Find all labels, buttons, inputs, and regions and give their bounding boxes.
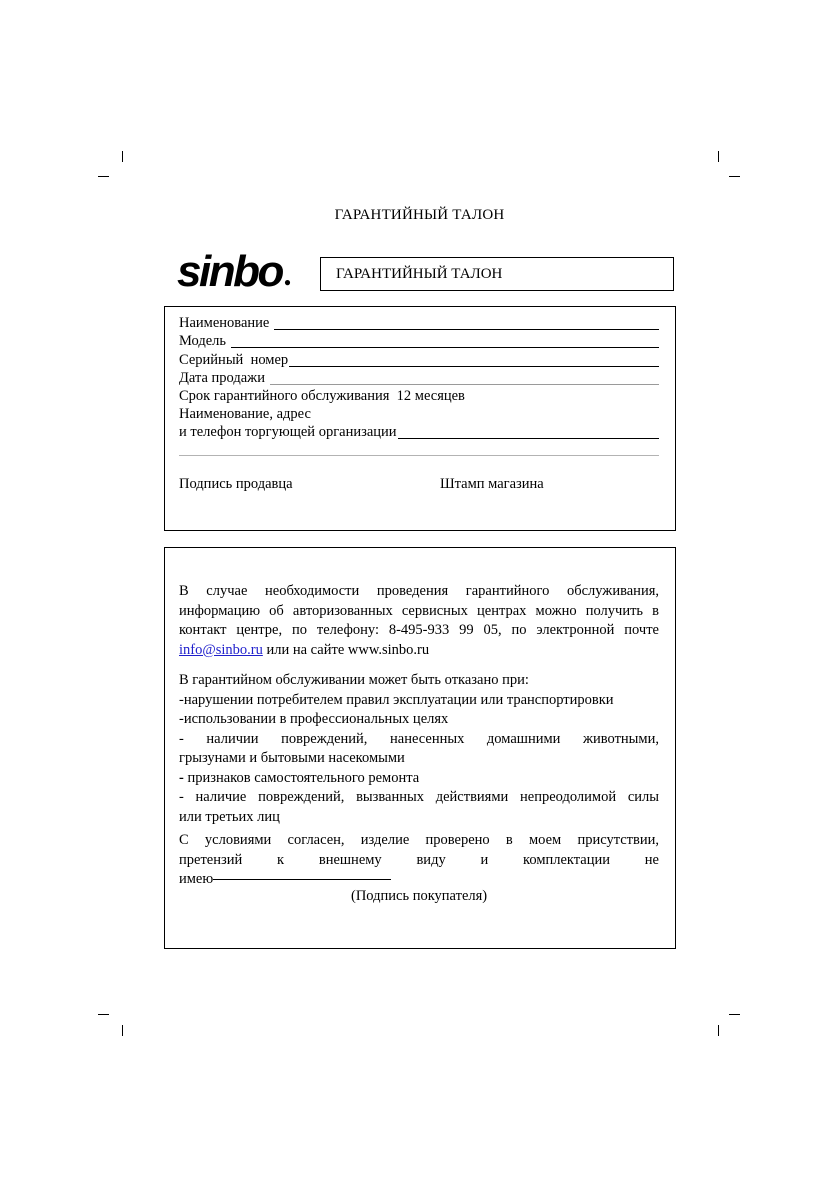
field-name-label: Наименование <box>179 315 273 331</box>
agreement-line: претензий к внешнему виду и комплектации не <box>179 851 659 868</box>
refusal-dash: - <box>179 769 184 786</box>
field-org-phone <box>179 423 659 442</box>
sinbo-logo <box>177 247 292 296</box>
service-info-box <box>164 547 676 949</box>
logo-text: sinbo <box>177 247 282 296</box>
refusal-list <box>179 671 659 827</box>
agreement-text: имею <box>179 871 214 887</box>
info-line: В случае необходимости проведения гарантийного обслуживания, <box>179 583 659 599</box>
seller-signature-label: Подпись продавца <box>179 476 293 492</box>
crop-mark <box>122 151 123 162</box>
field-warranty-period <box>179 387 659 406</box>
field-serial-label: Серийный номер <box>179 352 289 368</box>
field-model-label: Модель <box>179 333 230 349</box>
page-title: ГАРАНТИЙНЫЙ ТАЛОН <box>334 207 505 223</box>
field-sale-date-label: Дата продажи <box>179 370 269 386</box>
info-line: информацию об авторизованных сервисных центрах можно получить в <box>179 602 659 619</box>
buyer-signature-line[interactable] <box>213 879 391 880</box>
divider <box>179 455 659 456</box>
email-link[interactable]: info@sinbo.ru <box>179 641 263 658</box>
field-serial-line[interactable] <box>289 366 659 367</box>
crop-mark <box>718 151 719 162</box>
field-sale-date-line[interactable] <box>270 384 659 385</box>
crop-mark <box>98 176 109 177</box>
shop-stamp-label: Штамп магазина <box>440 476 544 492</box>
agreement-line: С условиями согласен, изделие проверено в моем присутствии, <box>179 832 659 848</box>
warranty-form-box <box>164 306 676 531</box>
service-info-paragraph <box>179 582 659 660</box>
field-org-phone-label: и телефон торгующей организации <box>179 424 397 440</box>
crop-mark <box>718 1025 719 1036</box>
refusal-item-cont: или третьих лиц <box>179 808 280 825</box>
website-text: или на сайте www.sinbo.ru <box>262 641 430 658</box>
field-org-name <box>179 405 659 424</box>
field-sale-date <box>179 369 659 388</box>
buyer-signature-caption: (Подпись покупателя) <box>351 887 488 904</box>
header-box: ГАРАНТИЙНЫЙ ТАЛОН <box>320 257 674 291</box>
field-model-line[interactable] <box>231 347 659 348</box>
info-line: контакт центре, по телефону: 8-495-933 99 05, по электронной почте <box>179 622 659 638</box>
field-warranty-period-label: Срок гарантийного обслуживания 12 месяцев <box>179 388 465 404</box>
refusal-item: - наличие повреждений, вызванных действиями непреодолимой силы <box>179 789 659 805</box>
crop-mark <box>729 176 740 177</box>
refusal-item: - наличии повреждений, нанесенных домашними животными, <box>179 730 659 747</box>
agreement-paragraph <box>179 831 659 906</box>
field-org-phone-line[interactable] <box>398 438 659 439</box>
logo-dot-icon: ● <box>283 275 292 289</box>
field-name-line[interactable] <box>274 329 659 330</box>
refusal-item: -использовании в профессиональных целях <box>179 711 449 727</box>
refusal-item-text: признаков самостоятельного ремонта <box>183 769 420 786</box>
crop-mark <box>122 1025 123 1036</box>
refusal-item <box>179 769 659 789</box>
info-line-contact <box>179 641 659 661</box>
refusal-item: -нарушении потребителем правил эксплуатации или транспортировки <box>179 691 614 708</box>
crop-mark <box>729 1014 740 1015</box>
crop-mark <box>98 1014 109 1015</box>
field-org-name-label: Наименование, адрес <box>179 406 311 422</box>
field-serial <box>179 351 659 370</box>
refusal-heading: В гарантийном обслуживании может быть отказано при: <box>179 672 529 688</box>
refusal-item-cont: грызунами и бытовыми насекомыми <box>179 750 405 766</box>
field-name <box>179 314 659 333</box>
field-model <box>179 332 659 351</box>
